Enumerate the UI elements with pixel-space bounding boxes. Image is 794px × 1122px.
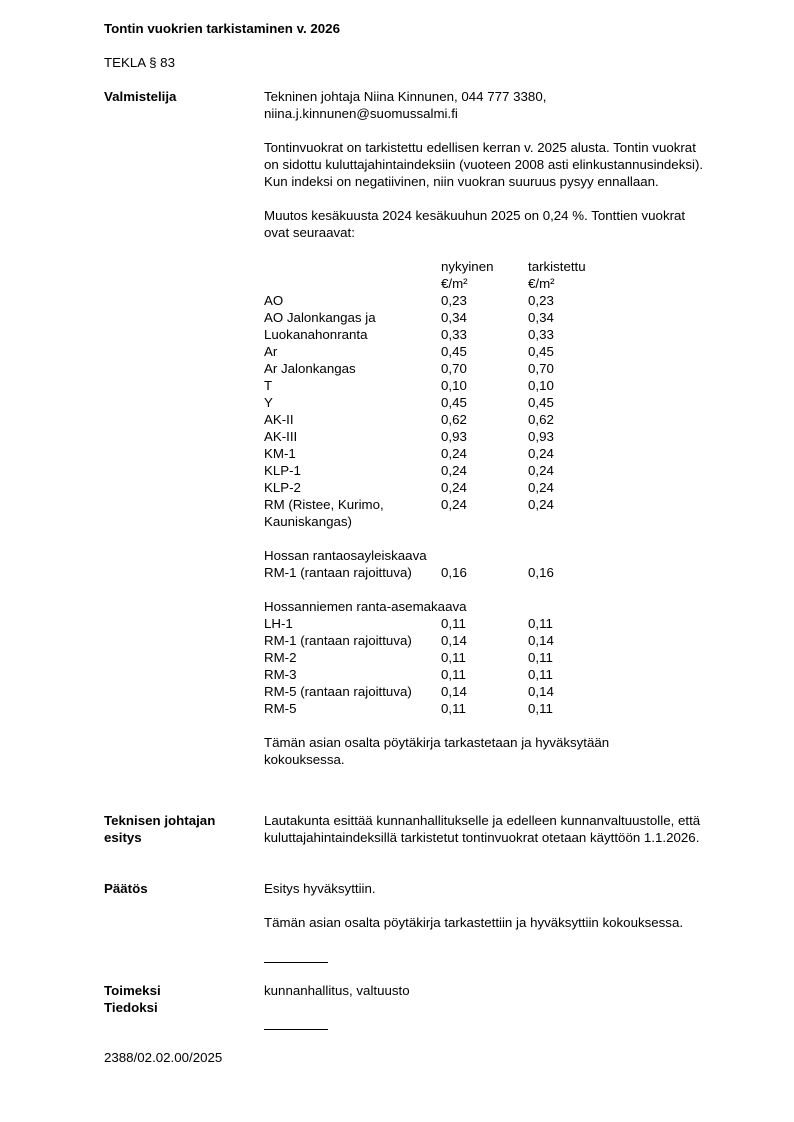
- distribution-label-line1: Toimeksi: [104, 983, 161, 998]
- table-row: [264, 360, 618, 377]
- rate-revised: 0,24: [528, 463, 554, 478]
- rate-zone: AO Jalonkangas ja: [264, 310, 376, 325]
- rate-current: 0,10: [441, 378, 467, 393]
- rate-zone: RM-2: [264, 650, 297, 665]
- rate-current: 0,93: [441, 429, 467, 444]
- table-row: [264, 411, 618, 428]
- rate-zone: Luokanahonranta: [264, 327, 368, 342]
- rate-current: 0,11: [441, 650, 466, 665]
- rate-zone: AK-III: [264, 429, 298, 444]
- proposal-label: [104, 812, 254, 846]
- rate-zone: Ar Jalonkangas: [264, 361, 356, 376]
- table-row: [264, 462, 618, 479]
- preparer-para2: Muutos kesäkuusta 2024 kesäkuuhun 2025 on 0,24 %. Tonttien vuokrat ovat seuraavat:: [264, 208, 686, 240]
- rate-zone: KM-1: [264, 446, 296, 461]
- rent-table: [264, 258, 618, 717]
- rate-zone: KLP-1: [264, 463, 301, 478]
- preparer-content: [264, 88, 734, 768]
- proposal-label-line2: esitys: [104, 830, 142, 845]
- file-number: 2388/02.02.00/2025: [104, 1050, 223, 1065]
- preparer-line1: Tekninen johtaja Niina Kinnunen, 044 777 3380,: [264, 89, 547, 104]
- rate-zone: RM (Ristee, Kurimo,: [264, 497, 384, 512]
- decision-text1: Esitys hyväksyttiin.: [264, 881, 376, 896]
- rate-current: 0,70: [441, 361, 467, 376]
- table-row: [264, 326, 618, 343]
- table-row: [264, 683, 618, 700]
- page-title: Tontin vuokrien tarkistaminen v. 2026: [104, 21, 340, 36]
- table-row: [264, 394, 618, 411]
- rate-zone: RM-5: [264, 701, 297, 716]
- rate-revised: 0,34: [528, 310, 554, 325]
- rate-revised: 0,16: [528, 565, 554, 580]
- minutes-note: Tämän asian osalta pöytäkirja tarkastetaan ja hyväksytään kokouksessa.: [264, 735, 610, 767]
- rate-revised: 0,23: [528, 293, 554, 308]
- table-row: [264, 445, 618, 462]
- rate-revised: 0,33: [528, 327, 554, 342]
- rate-current: 0,24: [441, 463, 467, 478]
- table-row: [264, 615, 618, 632]
- rate-current: 0,24: [441, 497, 467, 512]
- rate-zone: RM-5 (rantaan rajoittuva): [264, 684, 412, 699]
- rate-current: 0,33: [441, 327, 467, 342]
- table-unit-row: [264, 275, 618, 292]
- rate-revised: 0,45: [528, 344, 554, 359]
- rate-revised: 0,24: [528, 497, 554, 512]
- table-row: [264, 632, 618, 649]
- rate-current: 0,23: [441, 293, 467, 308]
- rate-revised: tarkistettu: [528, 259, 586, 274]
- rate-current: 0,11: [441, 616, 466, 631]
- table-row: [264, 343, 618, 360]
- rate-zone: RM-3: [264, 667, 297, 682]
- rate-current: 0,11: [441, 667, 466, 682]
- proposal-label-line1: Teknisen johtajan: [104, 813, 216, 828]
- divider-rule: [264, 962, 328, 963]
- table-row: [264, 428, 618, 445]
- rate-current: 0,16: [441, 565, 467, 580]
- rate-revised: 0,93: [528, 429, 554, 444]
- table-header-row: [264, 258, 618, 275]
- rate-zone: AK-II: [264, 412, 294, 427]
- preparer-label: Valmistelija: [104, 89, 177, 104]
- rate-current: €/m²: [441, 276, 468, 291]
- preparer-para1: Tontinvuokrat on tarkistettu edellisen kerran v. 2025 alusta. Tontin vuokrat on sidottu kuluttajahintaindeksiin (vuoteen 2008 asti elinkustannusindeksi). Kun indeksi on negatiivinen, niin vuokran suuruus pysyy ennallaan.: [264, 140, 704, 189]
- rate-current: nykyinen: [441, 259, 494, 274]
- decision-text2: Tämän asian osalta pöytäkirja tarkastettiin ja hyväksyttiin kokouksessa.: [264, 915, 684, 930]
- rate-current: 0,24: [441, 446, 467, 461]
- rate-current: 0,24: [441, 480, 467, 495]
- rate-revised: 0,14: [528, 633, 554, 648]
- rate-current: 0,11: [441, 701, 466, 716]
- rate-revised: 0,11: [528, 667, 553, 682]
- rate-zone: LH-1: [264, 616, 293, 631]
- table-section-title: Hossanniemen ranta-asemakaava: [264, 599, 467, 614]
- table-row: [264, 479, 618, 496]
- table-row: [264, 496, 618, 513]
- table-row: [264, 564, 618, 581]
- table-spacer: [264, 581, 618, 598]
- rate-revised: 0,11: [528, 650, 553, 665]
- table-row: [264, 377, 618, 394]
- rate-zone: [264, 275, 441, 292]
- rate-revised: 0,14: [528, 684, 554, 699]
- section-reference: TEKLA § 83: [104, 55, 175, 70]
- table-row: [264, 513, 618, 530]
- table-row: [264, 666, 618, 683]
- decision-content: [264, 880, 734, 931]
- rate-zone: KLP-2: [264, 480, 301, 495]
- rate-zone: Kauniskangas): [264, 514, 352, 529]
- table-row: [264, 309, 618, 326]
- rate-current: 0,62: [441, 412, 467, 427]
- rate-current: [441, 513, 528, 530]
- rate-current: 0,14: [441, 684, 467, 699]
- distribution-text: kunnanhallitus, valtuusto: [264, 983, 410, 998]
- proposal-text: Lautakunta esittää kunnanhallitukselle ja edelleen kunnanvaltuustolle, että kuluttajahintaindeksillä tarkistetut tontinvuokrat otetaan käyttöön 1.1.2026.: [264, 813, 701, 845]
- rate-revised: [528, 513, 618, 530]
- rate-zone: [264, 258, 441, 275]
- table-spacer: [264, 530, 618, 547]
- decision-label: Päätös: [104, 881, 148, 896]
- distribution-label: [104, 982, 254, 1016]
- rate-zone: T: [264, 378, 273, 393]
- rate-revised: 0,24: [528, 480, 554, 495]
- table-section-title: Hossan rantaosayleiskaava: [264, 548, 427, 563]
- preparer-email: niina.j.kinnunen@suomussalmi.fi: [264, 106, 458, 121]
- rate-revised: 0,62: [528, 412, 554, 427]
- table-row: [264, 700, 618, 717]
- table-row: [264, 649, 618, 666]
- rate-zone: Ar: [264, 344, 278, 359]
- rate-current: 0,14: [441, 633, 467, 648]
- table-section-row: [264, 547, 618, 564]
- rate-current: 0,45: [441, 344, 467, 359]
- rate-revised: 0,11: [528, 616, 553, 631]
- table-row: [264, 292, 618, 309]
- table-section-row: [264, 598, 618, 615]
- rate-zone: RM-1 (rantaan rajoittuva): [264, 633, 412, 648]
- rate-revised: 0,70: [528, 361, 554, 376]
- rate-revised: 0,11: [528, 701, 553, 716]
- rate-zone: AO: [264, 293, 284, 308]
- divider-rule: [264, 1029, 328, 1030]
- rate-zone: Y: [264, 395, 273, 410]
- rate-revised: 0,24: [528, 446, 554, 461]
- distribution-label-line2: Tiedoksi: [104, 1000, 158, 1015]
- rate-zone: RM-1 (rantaan rajoittuva): [264, 565, 412, 580]
- rate-revised: 0,10: [528, 378, 554, 393]
- rate-revised: €/m²: [528, 276, 555, 291]
- rate-current: 0,45: [441, 395, 467, 410]
- rate-current: 0,34: [441, 310, 467, 325]
- rate-revised: 0,45: [528, 395, 554, 410]
